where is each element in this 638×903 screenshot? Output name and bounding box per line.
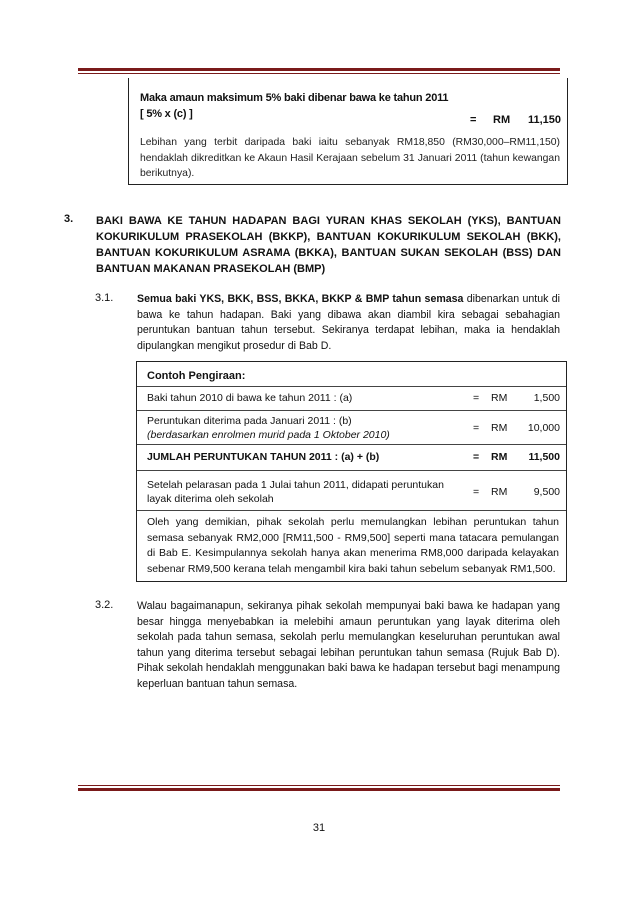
box1-line2: [ 5% x (c) ] [140,108,193,120]
row-amount: 9,500 [533,486,560,498]
row-currency: RM [491,422,508,434]
row-currency: RM [491,486,508,498]
calculation-box-top [128,78,568,185]
row-label: JUMLAH PERUNTUKAN TAHUN 2011 : (a) + (b) [147,451,380,463]
header-rule [78,68,560,74]
row-eq: = [473,392,480,404]
row-eq: = [473,451,480,463]
example-divider [137,510,566,511]
box1-currency: RM [493,114,511,126]
para-3-1 [137,292,560,354]
section-number: 3. [64,213,74,225]
para-3-1-number: 3.1. [95,292,114,304]
example-row [137,386,566,411]
section-heading: BAKI BAWA KE TAHUN HADAPAN BAGI YURAN KHAS SEKOLAH (YKS), BANTUAN KOKURIKULUM PRASEKOLAH (BKKP), BANTUAN KOKURIKULUM SEKOLAH (BKK), BANTUAN KOKURIKULUM ASRAMA (BKKA), BANTUAN SUKAN SEKOLAH (BSS) DAN BANTUAN MAKANAN PRASEKOLAH (BMP) [96,215,561,275]
box1-amount: 11,150 [527,114,561,126]
row-label: Setelah pelarasan pada 1 Julai tahun 2011, didapati peruntukan [147,479,444,491]
calculation-example-box [136,361,567,582]
page-number: 31 [312,822,326,834]
example-note: Oleh yang demikian, pihak sekolah perlu memulangkan lebihan peruntukan tahun semasa sebanyak RM2,000 [RM11,500 - RM9,500] seperti mana tatacara pemulangan di Bab E. Kesimpulannya sekolah hanya akan menerima RM8,000 daripada kelayakan sebenar RM9,500 kerana telah mengambil kira baki tahun sebelum sebanyak RM1,500. [147,516,559,575]
row-currency: RM [491,392,508,404]
row-currency: RM [491,451,508,463]
row-amount: 1,500 [533,392,560,404]
row-label: Baki tahun 2010 di bawa ke tahun 2011 : (a) [147,392,353,404]
row-eq: = [473,486,480,498]
row-label: Peruntukan diterima pada Januari 2011 : (b) [147,415,352,427]
para-3-1-text: dibenarkan untuk di bawa ke tahun hadapan. Baki yang dibawa akan diambil kira sebagai sebahagian peruntukan bantuan tahun tersebut. Sekiranya terdapat lebihan, maka ia hendaklah dipulangkan mengikut prosedur di Bab D. [137,293,560,352]
box1-note: Lebihan yang terbit daripada baki iaitu sebanyak RM18,850 (RM30,000–RM11,150) hendaklah dikreditkan ke Akaun Hasil Kerajaan sebelum 31 Januari 2011 (tahun kewangan berikutnya). [140,137,560,179]
example-row [137,470,566,511]
para-3-2-number: 3.2. [95,599,114,611]
example-row-total [137,444,566,471]
row-amount: 10,000 [527,422,560,434]
example-row [137,410,566,445]
footer-rule [78,785,560,791]
row-sublabel: layak diterima oleh sekolah [147,493,274,505]
example-title: Contoh Pengiraan: [147,370,246,382]
box1-line1: Maka amaun maksimum 5% baki dibenar bawa ke tahun 2011 [140,92,449,104]
row-sublabel: (berdasarkan enrolmen murid pada 1 Oktober 2010) [147,429,390,441]
box1-eq: = [470,114,477,126]
row-amount: 11,500 [528,451,560,463]
para-3-1-bold: Semua baki YKS, BKK, BSS, BKKA, BKKP & BMP tahun semasa [137,293,464,305]
row-eq: = [473,422,480,434]
para-3-2: Walau bagaimanapun, sekiranya pihak sekolah mempunyai baki bawa ke hadapan yang besar hingga menyebabkan ia melebihi amaun peruntukan yang layak diterima oleh sekolah pada tahun semasa, sekolah perlu memulangkan keseluruhan peruntukan awal tahun yang diterima tersebut sebagai lebihan peruntukan tahun semasa (Rujuk Bab D). Pihak sekolah hendaklah menggunakan baki bawa ke hadapan tersebut bagi menampung keperluan bantuan tahun semasa. [137,600,560,690]
